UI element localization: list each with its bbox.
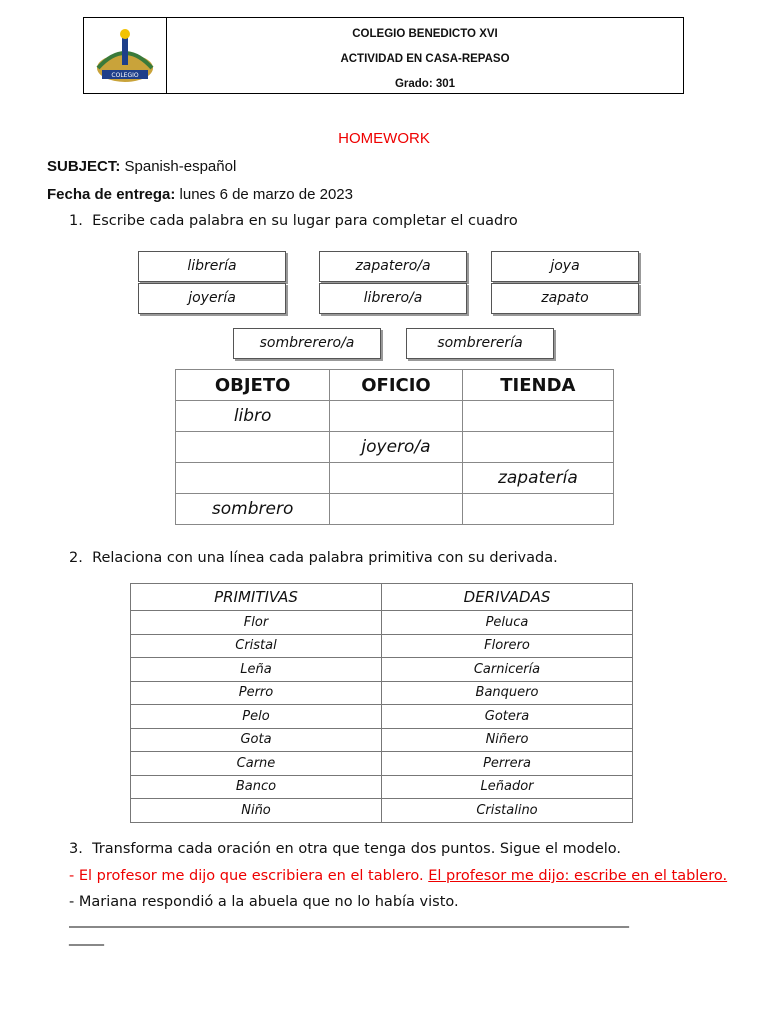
table-cell	[330, 401, 462, 432]
table-cell: Perro	[131, 681, 382, 705]
header-box	[83, 17, 684, 94]
q3-example-answer: El profesor me dijo: escribe en el tablero.	[428, 868, 728, 884]
table-cell: Gotera	[382, 705, 633, 729]
word-box: librero/a	[319, 283, 467, 314]
table-cell: Flor	[131, 611, 382, 635]
table-row	[131, 611, 633, 635]
table-row	[131, 705, 633, 729]
q3-text: Transforma cada oración en otra que tenga dos puntos. Sigue el modelo.	[92, 841, 622, 857]
table-cell	[176, 463, 330, 494]
table-row	[176, 432, 614, 463]
q3-number: 3.	[69, 841, 83, 857]
table-header: PRIMITIVAS	[131, 584, 382, 611]
table-header: OBJETO	[176, 370, 330, 401]
word-box: zapatero/a	[319, 251, 467, 282]
table-header: DERIVADAS	[382, 584, 633, 611]
word-box: sombrerería	[406, 328, 554, 359]
table-cell: Cristal	[131, 634, 382, 658]
table-cell: Gota	[131, 728, 382, 752]
q3-example	[69, 868, 727, 884]
subject-line	[47, 158, 236, 175]
table-header: TIENDA	[462, 370, 613, 401]
q3-sentence: - Mariana respondió a la abuela que no lo había visto.	[69, 894, 459, 910]
question-2	[69, 550, 558, 566]
table-cell	[462, 401, 613, 432]
table-cell: Carnicería	[382, 658, 633, 682]
table-cell: Leña	[131, 658, 382, 682]
table-cell: Peluca	[382, 611, 633, 635]
table-cell: Perrera	[382, 752, 633, 776]
subject-label: SUBJECT:	[47, 158, 121, 175]
table-row	[131, 634, 633, 658]
table-cell: Niñero	[382, 728, 633, 752]
primitivas-derivadas-table	[130, 583, 633, 823]
grade-label: Grado: 301	[394, 78, 456, 90]
due-value: lunes 6 de marzo de 2023	[175, 186, 353, 203]
table-cell: sombrero	[176, 494, 330, 525]
table-cell	[330, 463, 462, 494]
table-row	[131, 658, 633, 682]
table-cell: Cristalino	[382, 799, 633, 823]
table-cell	[462, 432, 613, 463]
school-logo	[84, 18, 167, 93]
table-row	[176, 463, 614, 494]
table-cell: Banquero	[382, 681, 633, 705]
question-1	[69, 213, 518, 229]
q1-text: Escribe cada palabra en su lugar para completar el cuadro	[92, 213, 518, 229]
svg-text:COLEGIO: COLEGIO	[111, 72, 139, 79]
subject-value: Spanish-español	[120, 158, 237, 175]
question-3	[69, 841, 621, 857]
table-cell: zapatería	[462, 463, 613, 494]
table-cell: joyero/a	[330, 432, 462, 463]
answer-line[interactable]: ________________________________________________________________________________	[69, 912, 629, 928]
q3-example-sentence: - El profesor me dijo que escribiera en el tablero.	[69, 868, 424, 884]
table-cell	[330, 494, 462, 525]
due-label: Fecha de entrega:	[47, 186, 176, 203]
table-cell: Carne	[131, 752, 382, 776]
word-box: joyería	[138, 283, 286, 314]
table-row	[131, 799, 633, 823]
table-cell: Leñador	[382, 775, 633, 799]
word-box: zapato	[491, 283, 639, 314]
table-row	[131, 775, 633, 799]
activity-title: ACTIVIDAD EN CASA-REPASO	[340, 53, 510, 65]
word-box: joya	[491, 251, 639, 282]
q2-number: 2.	[69, 550, 83, 566]
table-cell	[176, 432, 330, 463]
table-row	[131, 681, 633, 705]
table-cell: libro	[176, 401, 330, 432]
table-cell	[462, 494, 613, 525]
table-cell: Banco	[131, 775, 382, 799]
table-row	[176, 401, 614, 432]
table-cell: Florero	[382, 634, 633, 658]
table-row	[131, 728, 633, 752]
q1-number: 1.	[69, 213, 83, 229]
table-row	[176, 494, 614, 525]
table-row	[131, 752, 633, 776]
table-cell: Niño	[131, 799, 382, 823]
table-header: OFICIO	[330, 370, 462, 401]
due-line	[47, 186, 353, 203]
word-box: sombrerero/a	[233, 328, 381, 359]
objeto-oficio-tienda-table	[175, 369, 614, 525]
answer-line-continuation[interactable]: _____	[69, 930, 104, 946]
q2-text: Relaciona con una línea cada palabra primitiva con su derivada.	[92, 550, 558, 566]
school-name: COLEGIO BENEDICTO XVI	[352, 28, 498, 40]
table-cell: Pelo	[131, 705, 382, 729]
homework-title: HOMEWORK	[338, 130, 430, 147]
word-box: librería	[138, 251, 286, 282]
